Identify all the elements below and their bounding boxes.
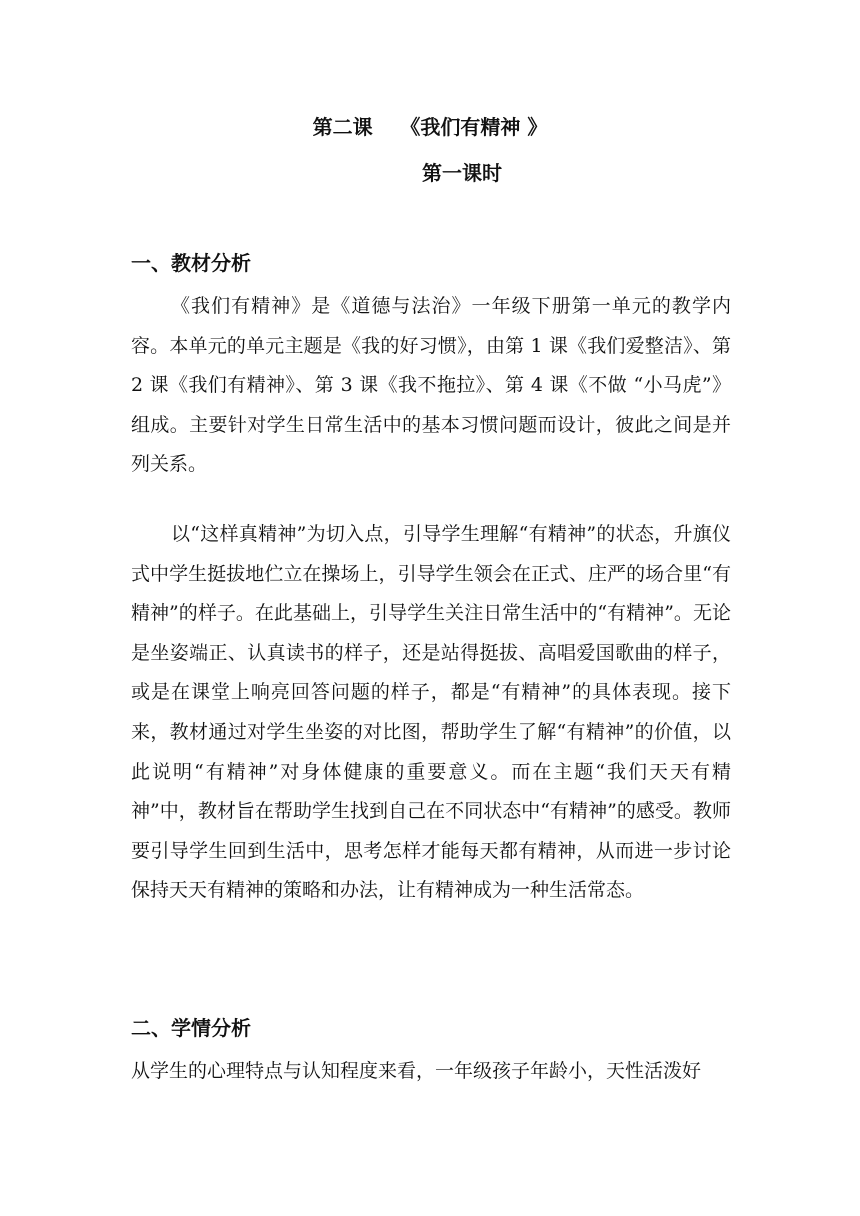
paragraph: 《我们有精神》是《道德与法治》一年级下册第一单元的教学内容。本单元的单元主题是《我的好习惯》，由第 1 课《我们爱整洁》、第 2 课《我们有精神》、第 3 课《我不拖拉》、第 4 课《不做 “小马虎”》组成。主要针对学生日常生活中的基本习惯问题而设计，彼此之间是并列关系。 — [131, 295, 731, 476]
lesson-title: 第二课 《我们有精神 》 — [312, 115, 548, 139]
section-heading-textbook-analysis: 一、教材分析 — [131, 251, 251, 275]
paragraph: 从学生的心理特点与认知程度来看，一年级孩子年龄小，天性活泼好 — [131, 1060, 702, 1082]
paragraph: 以“这样真精神”为切入点，引导学生理解“有精神”的状态，升旗仪式中学生挺拔地伫立在操场上，引导学生领会在正式、庄严的场合里“有精神”的样子。在此基础上，引导学生关注日常生活中的“有精神”。无论是坐姿端正、认真读书的样子，还是站得挺拔、高唱爱国歌曲的样子，或是在课堂上响亮回答问题的样子，都是“有精神”的具体表现。接下来，教材通过对学生坐姿的对比图，帮助学生了解“有精神”的价值，以此说明“有精神”对身体健康的重要意义。而在主题“我们天天有精神”中，教材旨在帮助学生找到自己在不同状态中“有精神”的感受。教师要引导学生回到生活中，思考怎样才能每天都有精神，从而进一步讨论保持天天有精神的策略和办法，让有精神成为一种生活常态。 — [131, 523, 731, 902]
lesson-subtitle: 第一课时 — [422, 161, 502, 185]
section-heading-student-analysis: 二、学情分析 — [131, 1016, 251, 1040]
